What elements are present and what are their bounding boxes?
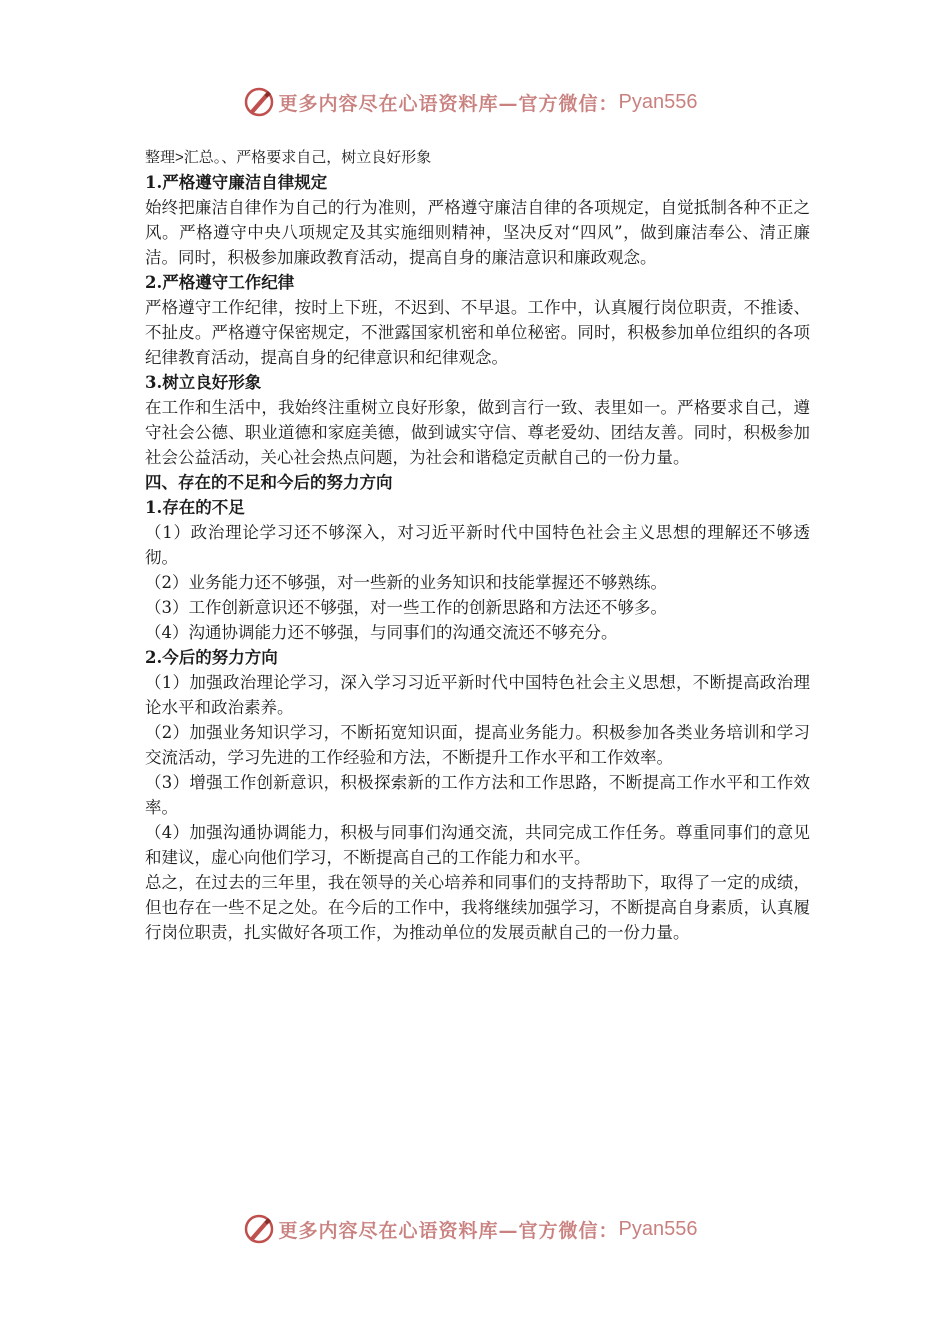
section-heading: 1.存在的不足	[145, 498, 245, 517]
paragraph: （1）政治理论学习还不够深入，对习近平新时代中国特色社会主义思想的理解还不够透彻。	[145, 523, 810, 567]
banner-text: 更多内容尽在心语资料库—官方微信：	[278, 92, 619, 115]
paragraph: （2）加强业务知识学习，不断拓宽知识面，提高业务能力。积极参加各类业务培训和学习交流活动，学习先进的工作经验和方法，不断提升工作水平和工作效率。	[145, 723, 810, 767]
paragraph: （4）加强沟通协调能力，积极与同事们沟通交流，共同完成工作任务。尊重同事们的意见和建议，虚心向他们学习，不断提高自己的工作能力和水平。	[145, 823, 810, 867]
section-heading: 2.今后的努力方向	[145, 648, 278, 667]
document-body	[145, 145, 810, 945]
intro-line: 整理>汇总。、严格要求自己，树立良好形象	[145, 149, 432, 166]
pen-logo-icon	[243, 86, 275, 118]
section-heading: 1.严格遵守廉洁自律规定	[145, 173, 328, 192]
section-heading: 四、存在的不足和今后的努力方向	[145, 473, 393, 492]
footer-banner	[0, 1209, 950, 1249]
paragraph: （4）沟通协调能力还不够强，与同事们的沟通交流还不够充分。	[145, 623, 618, 642]
paragraph: （2）业务能力还不够强，对一些新的业务知识和技能掌握还不够熟练。	[145, 573, 667, 592]
paragraph: （3）增强工作创新意识，积极探索新的工作方法和工作思路，不断提高工作水平和工作效率。	[145, 773, 810, 817]
banner-wechat-id: Pyan556	[618, 1217, 698, 1240]
banner-text: 更多内容尽在心语资料库—官方微信：	[278, 1219, 619, 1242]
section-heading: 3.树立良好形象	[145, 373, 262, 392]
paragraph: 在工作和生活中，我始终注重树立良好形象，做到言行一致、表里如一。严格要求自己，遵守社会公德、职业道德和家庭美德，做到诚实守信、尊老爱幼、团结友善。同时，积极参加社会公益活动，关心社会热点问题，为社会和谐稳定贡献自己的一份力量。	[145, 398, 810, 467]
header-banner	[0, 82, 950, 122]
paragraph: （3）工作创新意识还不够强，对一些工作的创新思路和方法还不够多。	[145, 598, 667, 617]
paragraph: （1）加强政治理论学习，深入学习习近平新时代中国特色社会主义思想，不断提高政治理论水平和政治素养。	[145, 673, 810, 717]
paragraph: 严格遵守工作纪律，按时上下班，不迟到、不早退。工作中，认真履行岗位职责，不推诿、不扯皮。严格遵守保密规定，不泄露国家机密和单位秘密。同时，积极参加单位组织的各项纪律教育活动，提高自身的纪律意识和纪律观念。	[145, 298, 810, 367]
pen-logo-icon	[243, 1213, 275, 1245]
paragraph: 总之，在过去的三年里，我在领导的关心培养和同事们的支持帮助下，取得了一定的成绩，但也存在一些不足之处。在今后的工作中，我将继续加强学习，不断提高自身素质，认真履行岗位职责，扎实做好各项工作，为推动单位的发展贡献自己的一份力量。	[145, 873, 810, 942]
banner-wechat-id: Pyan556	[618, 90, 698, 113]
paragraph: 始终把廉洁自律作为自己的行为准则，严格遵守廉洁自律的各项规定，自觉抵制各种不正之风。严格遵守中央八项规定及其实施细则精神，坚决反对“四风”，做到廉洁奉公、清正廉洁。同时，积极参加廉政教育活动，提高自身的廉洁意识和廉政观念。	[145, 198, 810, 267]
section-heading: 2.严格遵守工作纪律	[145, 273, 295, 292]
